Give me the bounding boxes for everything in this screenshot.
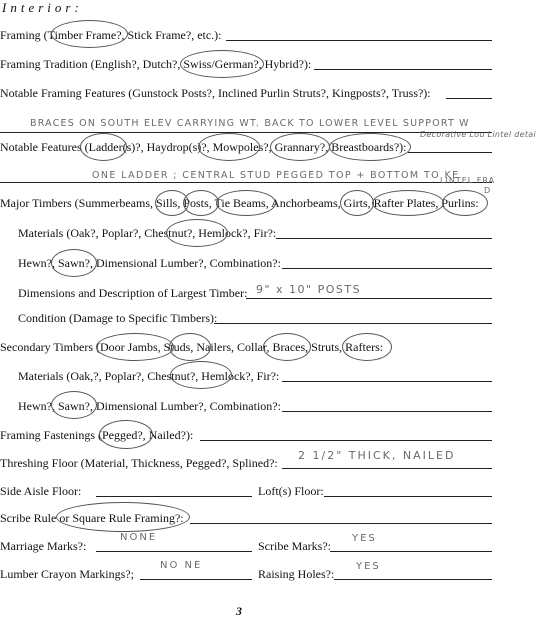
lumber-crayon-answer-line[interactable]: [140, 579, 252, 580]
side-aisle-floor-label: Side Aisle Floor:: [0, 484, 82, 498]
notable-features-answer-line[interactable]: [408, 152, 492, 153]
hewn-1-answer-line[interactable]: [282, 268, 492, 269]
materials-2-label: Materials (Oak,?, Poplar?, Chestnut?, Hemlock?, Fir?:: [18, 369, 280, 383]
notable-features-line-2[interactable]: [0, 182, 492, 183]
dimensions-answer-line[interactable]: [246, 298, 492, 299]
framing-fastenings-label: Framing Fastenings (Pegged?, Nailed?):: [0, 428, 194, 442]
lofts-floor-label: Loft(s) Floor:: [258, 484, 324, 498]
side-aisle-floor-answer-line[interactable]: [96, 496, 252, 497]
raising-holes-label: Raising Holes?:: [258, 567, 335, 581]
framing-tradition-answer-line[interactable]: [314, 69, 492, 70]
handwritten-decorative-note: Decorative Lou Lintel detai: [420, 130, 536, 139]
marriage-marks-answer-line[interactable]: [96, 551, 252, 552]
scribe-marks-answer-line[interactable]: [330, 551, 492, 552]
handwritten-raising: YES: [356, 561, 381, 572]
handwritten-notable-features: ONE LADDER ; CENTRAL STUD PEGGED TOP + BOTTOM TO KE: [92, 170, 460, 181]
handwritten-crayon: NO NE: [160, 560, 203, 571]
condition-label: Condition (Damage to Specific Timbers):: [18, 311, 218, 325]
major-timbers-label: Major Timbers (Summerbeams, Sills, Posts, Tie Beams, Anchorbeams, Girts, Rafter Plates, Purlins:: [0, 196, 479, 210]
materials-1-label: Materials (Oak?, Poplar?, Chestnut?, Hemlock?, Fir?:: [18, 226, 277, 240]
handwritten-d: D: [484, 186, 492, 195]
framing-label: Framing (Timber Frame?, Stick Frame?, etc.):: [0, 28, 222, 42]
handwritten-lintel-fra: LINTEL FRA: [440, 176, 496, 185]
framing-tradition-label: Framing Tradition (English?, Dutch?, Swiss/German?, Hybrid?):: [0, 57, 312, 71]
scribe-marks-label: Scribe Marks?:: [258, 539, 331, 553]
scribe-rule-label: Scribe Rule or Square Rule Framing?:: [0, 511, 184, 525]
dimensions-label: Dimensions and Description of Largest Timber:: [18, 286, 248, 300]
handwritten-dimensions: 9" x 10" POSTS: [256, 283, 362, 296]
notable-framing-features-line-2[interactable]: [0, 132, 492, 133]
condition-answer-line[interactable]: [214, 323, 492, 324]
materials-1-answer-line[interactable]: [276, 238, 492, 239]
hewn-2-answer-line[interactable]: [282, 411, 492, 412]
secondary-timbers-label: Secondary Timbers (Door Jambs, Studs, Nailers, Collar, Braces, Struts, Rafters:: [0, 340, 384, 354]
marriage-marks-label: Marriage Marks?:: [0, 539, 87, 553]
notable-framing-features-answer-line[interactable]: [446, 98, 492, 99]
hewn-1-label: Hewn?, Sawn?, Dimensional Lumber?, Combination?:: [18, 256, 281, 270]
framing-answer-line[interactable]: [226, 40, 492, 41]
threshing-floor-answer-line[interactable]: [282, 468, 492, 469]
scribe-rule-answer-line[interactable]: [190, 523, 492, 524]
materials-2-answer-line[interactable]: [282, 381, 492, 382]
hewn-2-label: Hewn?, Sawn?, Dimensional Lumber?, Combination?:: [18, 399, 281, 413]
lumber-crayon-label: Lumber Crayon Markings?;: [0, 567, 134, 581]
section-header: Interior:: [2, 0, 83, 15]
lofts-floor-answer-line[interactable]: [324, 496, 492, 497]
notable-features-label: Notable Features (Ladder(s)?, Haydrop(s)?, Mowpoles?, Grannary?, Breastboards?):: [0, 140, 407, 154]
handwritten-framing-features: BRACES ON SOUTH ELEV CARRYING WT. BACK TO LOWER LEVEL SUPPORT W: [30, 118, 470, 129]
handwritten-marriage: NONE: [120, 532, 158, 543]
raising-holes-answer-line[interactable]: [334, 579, 492, 580]
handwritten-threshing: 2 1/2" THICK, NAILED: [298, 449, 456, 462]
framing-fastenings-answer-line[interactable]: [200, 440, 492, 441]
threshing-floor-label: Threshing Floor (Material, Thickness, Pegged?, Splined?:: [0, 456, 278, 470]
page-number: 3: [236, 604, 242, 618]
notable-framing-features-label: Notable Framing Features (Gunstock Posts?, Inclined Purlin Struts?, Kingposts?, Truss?):: [0, 86, 431, 100]
handwritten-scribe: YES: [352, 533, 377, 544]
